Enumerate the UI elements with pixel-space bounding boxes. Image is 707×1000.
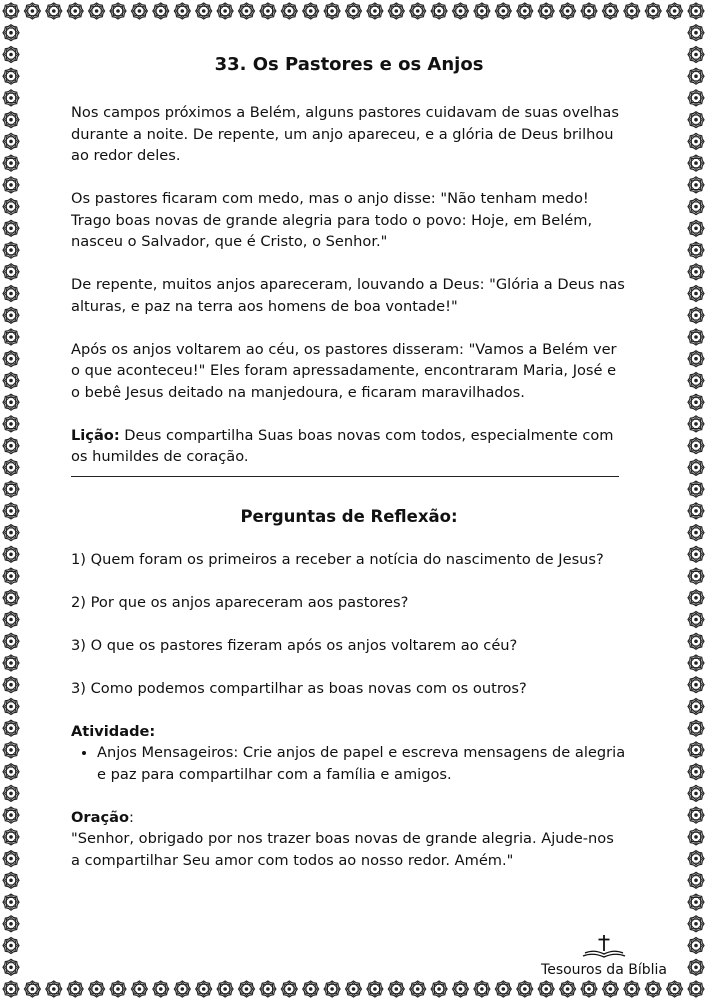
border-ornament-icon: [688, 90, 704, 106]
border-ornament-icon: [688, 546, 704, 562]
border-ornament-icon: [3, 394, 19, 410]
border-ornament-icon: [196, 981, 212, 997]
border-ornament-icon: [346, 3, 362, 19]
border-ornament-icon: [688, 264, 704, 280]
footer: [534, 934, 674, 978]
border-ornament-icon: [581, 981, 597, 997]
border-ornament-icon: [110, 981, 126, 997]
page-content: [71, 52, 627, 871]
questions-title: Perguntas de Reflexão:: [240, 506, 458, 526]
border-ornament-icon: [688, 242, 704, 258]
border-ornament-icon: [3, 416, 19, 432]
story-paragraph: Após os anjos voltarem ao céu, os pastores disseram: "Vamos a Belém ver o que aconteceu!" Eles foram apressadamente, encontraram Maria, José e o bebê Jesus deitado na manjedoura, e ficaram maravilhados.: [71, 340, 617, 401]
border-ornament-icon: [688, 47, 704, 63]
border-ornament-icon: [688, 872, 704, 888]
border-ornament-icon: [688, 677, 704, 693]
border-ornament-icon: [688, 590, 704, 606]
border-ornament-icon: [645, 3, 661, 19]
lesson-text: Deus compartilha Suas boas novas com todos, especialmente com os humildes de coração.: [71, 426, 614, 465]
border-ornament-icon: [3, 851, 19, 867]
activity-list: [71, 742, 627, 785]
border-ornament-icon: [131, 981, 147, 997]
border-ornament-icon: [410, 981, 426, 997]
border-ornament-icon: [324, 3, 340, 19]
border-ornament-icon: [517, 3, 533, 19]
border-ornament-icon: [3, 742, 19, 758]
lesson: [71, 425, 627, 468]
border-ornament-icon: [688, 959, 704, 975]
border-ornament-icon: [3, 329, 19, 345]
border-ornament-icon: [3, 459, 19, 475]
border-ornament-icon: [645, 981, 661, 997]
border-ornament-icon: [453, 3, 469, 19]
border-ornament-icon: [3, 264, 19, 280]
border-ornament-icon: [688, 307, 704, 323]
prayer-text: "Senhor, obrigado por nos trazer boas novas de grande alegria. Ajude-nos a compartilhar Seu amor com todos ao nosso redor. Amém.": [71, 830, 614, 869]
border-ornament-icon: [3, 242, 19, 258]
border-ornament-icon: [3, 68, 19, 84]
border-ornament-icon: [3, 720, 19, 736]
border-ornament-icon: [538, 3, 554, 19]
border-ornament-icon: [3, 503, 19, 519]
border-ornament-icon: [688, 25, 704, 41]
border-ornament-icon: [688, 916, 704, 932]
border-ornament-icon: [67, 981, 83, 997]
border-ornament-icon: [667, 3, 683, 19]
border-ornament-icon: [410, 3, 426, 19]
activity-label: Atividade:: [71, 722, 156, 740]
border-ornament-icon: [560, 981, 576, 997]
border-ornament-icon: [602, 3, 618, 19]
border-ornament-icon: [688, 655, 704, 671]
border-ornament-icon: [89, 3, 105, 19]
border-ornament-icon: [688, 633, 704, 649]
border-ornament-icon: [474, 981, 490, 997]
border-ornament-icon: [688, 568, 704, 584]
border-ornament-icon: [153, 3, 169, 19]
border-ornament-icon: [346, 981, 362, 997]
border-ornament-icon: [495, 3, 511, 19]
border-ornament-icon: [688, 938, 704, 954]
border-ornament-icon: [3, 612, 19, 628]
border-ornament-icon: [281, 981, 297, 997]
question-item: 3) Como podemos compartilhar as boas novas com os outros?: [71, 679, 527, 697]
border-ornament-icon: [3, 25, 19, 41]
border-ornament-icon: [3, 807, 19, 823]
border-ornament-icon: [3, 351, 19, 367]
border-ornament-icon: [3, 872, 19, 888]
border-ornament-icon: [3, 655, 19, 671]
border-ornament-icon: [3, 199, 19, 215]
border-ornament-icon: [3, 568, 19, 584]
border-ornament-icon: [688, 133, 704, 149]
question-item: 3) O que os pastores fizeram após os anjos voltarem ao céu?: [71, 636, 518, 654]
border-ornament-icon: [688, 481, 704, 497]
border-ornament-icon: [131, 3, 147, 19]
border-ornament-icon: [688, 851, 704, 867]
border-ornament-icon: [388, 981, 404, 997]
border-ornament-icon: [3, 677, 19, 693]
border-ornament-icon: [688, 220, 704, 236]
border-ornament-icon: [3, 699, 19, 715]
border-ornament-icon: [239, 981, 255, 997]
border-ornament-icon: [3, 938, 19, 954]
border-ornament-icon: [217, 3, 233, 19]
border-ornament-icon: [688, 829, 704, 845]
border-ornament-icon: [688, 373, 704, 389]
border-ornament-icon: [688, 503, 704, 519]
border-ornament-icon: [688, 416, 704, 432]
border-ornament-icon: [688, 764, 704, 780]
border-ornament-icon: [303, 3, 319, 19]
border-ornament-icon: [303, 981, 319, 997]
border-ornament-icon: [3, 981, 19, 997]
prayer-label: Oração:: [71, 808, 134, 826]
border-ornament-icon: [688, 807, 704, 823]
border-ornament-icon: [624, 981, 640, 997]
border-ornament-icon: [3, 112, 19, 128]
story-paragraph: Os pastores ficaram com medo, mas o anjo disse: "Não tenham medo! Trago boas novas de grande alegria para todo o povo: Hoje, em Belém, nasceu o Salvador, que é Cristo, o Senhor.": [71, 190, 593, 250]
border-ornament-icon: [431, 981, 447, 997]
border-ornament-icon: [688, 155, 704, 171]
border-ornament-icon: [174, 3, 190, 19]
border-ornament-icon: [3, 633, 19, 649]
border-ornament-icon: [153, 981, 169, 997]
story-paragraph: Nos campos próximos a Belém, alguns pastores cuidavam de suas ovelhas durante a noite. De repente, um anjo apareceu, e a glória de Deus brilhou ao redor deles.: [71, 104, 619, 164]
border-ornament-icon: [3, 481, 19, 497]
border-ornament-icon: [3, 155, 19, 171]
border-ornament-icon: [196, 3, 212, 19]
border-ornament-icon: [624, 3, 640, 19]
border-ornament-icon: [3, 90, 19, 106]
border-ornament-icon: [3, 133, 19, 149]
border-ornament-icon: [3, 894, 19, 910]
border-ornament-icon: [688, 68, 704, 84]
border-ornament-icon: [24, 981, 40, 997]
border-ornament-icon: [688, 785, 704, 801]
cross-bible-icon: [581, 934, 627, 960]
border-ornament-icon: [688, 699, 704, 715]
border-ornament-icon: [260, 3, 276, 19]
border-ornament-icon: [3, 220, 19, 236]
border-ornament-icon: [474, 3, 490, 19]
border-ornament-icon: [388, 3, 404, 19]
border-ornament-icon: [495, 981, 511, 997]
border-ornament-icon: [581, 3, 597, 19]
border-ornament-icon: [3, 959, 19, 975]
border-ornament-icon: [367, 981, 383, 997]
border-ornament-icon: [3, 373, 19, 389]
border-ornament-icon: [324, 981, 340, 997]
border-ornament-icon: [3, 525, 19, 541]
border-ornament-icon: [46, 3, 62, 19]
border-ornament-icon: [688, 351, 704, 367]
border-ornament-icon: [688, 525, 704, 541]
border-ornament-icon: [517, 981, 533, 997]
brand-name: Tesouros da Bíblia: [541, 962, 667, 978]
lesson-label: Lição:: [71, 426, 120, 444]
border-ornament-icon: [667, 981, 683, 997]
border-ornament-icon: [281, 3, 297, 19]
border-ornament-icon: [24, 3, 40, 19]
story-paragraph: De repente, muitos anjos apareceram, louvando a Deus: "Glória a Deus nas alturas, e paz na terra aos homens de boa vontade!": [71, 276, 625, 315]
border-ornament-icon: [174, 981, 190, 997]
page-title: 33. Os Pastores e os Anjos: [214, 54, 484, 75]
border-ornament-icon: [3, 3, 19, 19]
border-ornament-icon: [3, 590, 19, 606]
border-ornament-icon: [688, 329, 704, 345]
border-ornament-icon: [560, 3, 576, 19]
border-ornament-icon: [431, 3, 447, 19]
border-ornament-icon: [89, 981, 105, 997]
border-ornament-icon: [3, 438, 19, 454]
border-ornament-icon: [688, 286, 704, 302]
border-ornament-icon: [260, 981, 276, 997]
border-ornament-icon: [217, 981, 233, 997]
border-ornament-icon: [688, 981, 704, 997]
border-ornament-icon: [688, 459, 704, 475]
border-ornament-icon: [688, 3, 704, 19]
border-ornament-icon: [110, 3, 126, 19]
border-ornament-icon: [688, 112, 704, 128]
question-item: 2) Por que os anjos apareceram aos pastores?: [71, 593, 409, 611]
border-ornament-icon: [688, 438, 704, 454]
border-ornament-icon: [3, 307, 19, 323]
border-ornament-icon: [3, 829, 19, 845]
border-ornament-icon: [367, 3, 383, 19]
border-ornament-icon: [538, 981, 554, 997]
border-ornament-icon: [688, 894, 704, 910]
border-ornament-icon: [67, 3, 83, 19]
border-ornament-icon: [688, 199, 704, 215]
border-ornament-icon: [46, 981, 62, 997]
border-ornament-icon: [3, 916, 19, 932]
question-item: 1) Quem foram os primeiros a receber a notícia do nascimento de Jesus?: [71, 550, 604, 568]
border-ornament-icon: [3, 764, 19, 780]
border-ornament-icon: [688, 720, 704, 736]
border-ornament-icon: [688, 742, 704, 758]
border-ornament-icon: [3, 286, 19, 302]
border-ornament-icon: [3, 785, 19, 801]
border-ornament-icon: [602, 981, 618, 997]
border-ornament-icon: [239, 3, 255, 19]
border-ornament-icon: [688, 612, 704, 628]
border-ornament-icon: [3, 47, 19, 63]
border-ornament-icon: [3, 177, 19, 193]
border-ornament-icon: [688, 177, 704, 193]
border-ornament-icon: [688, 394, 704, 410]
activity-item: • Anjos Mensageiros: Crie anjos de papel e escreva mensagens de alegria e paz para compartilhar com a família e amigos.: [97, 742, 627, 785]
border-ornament-icon: [453, 981, 469, 997]
border-ornament-icon: [3, 546, 19, 562]
